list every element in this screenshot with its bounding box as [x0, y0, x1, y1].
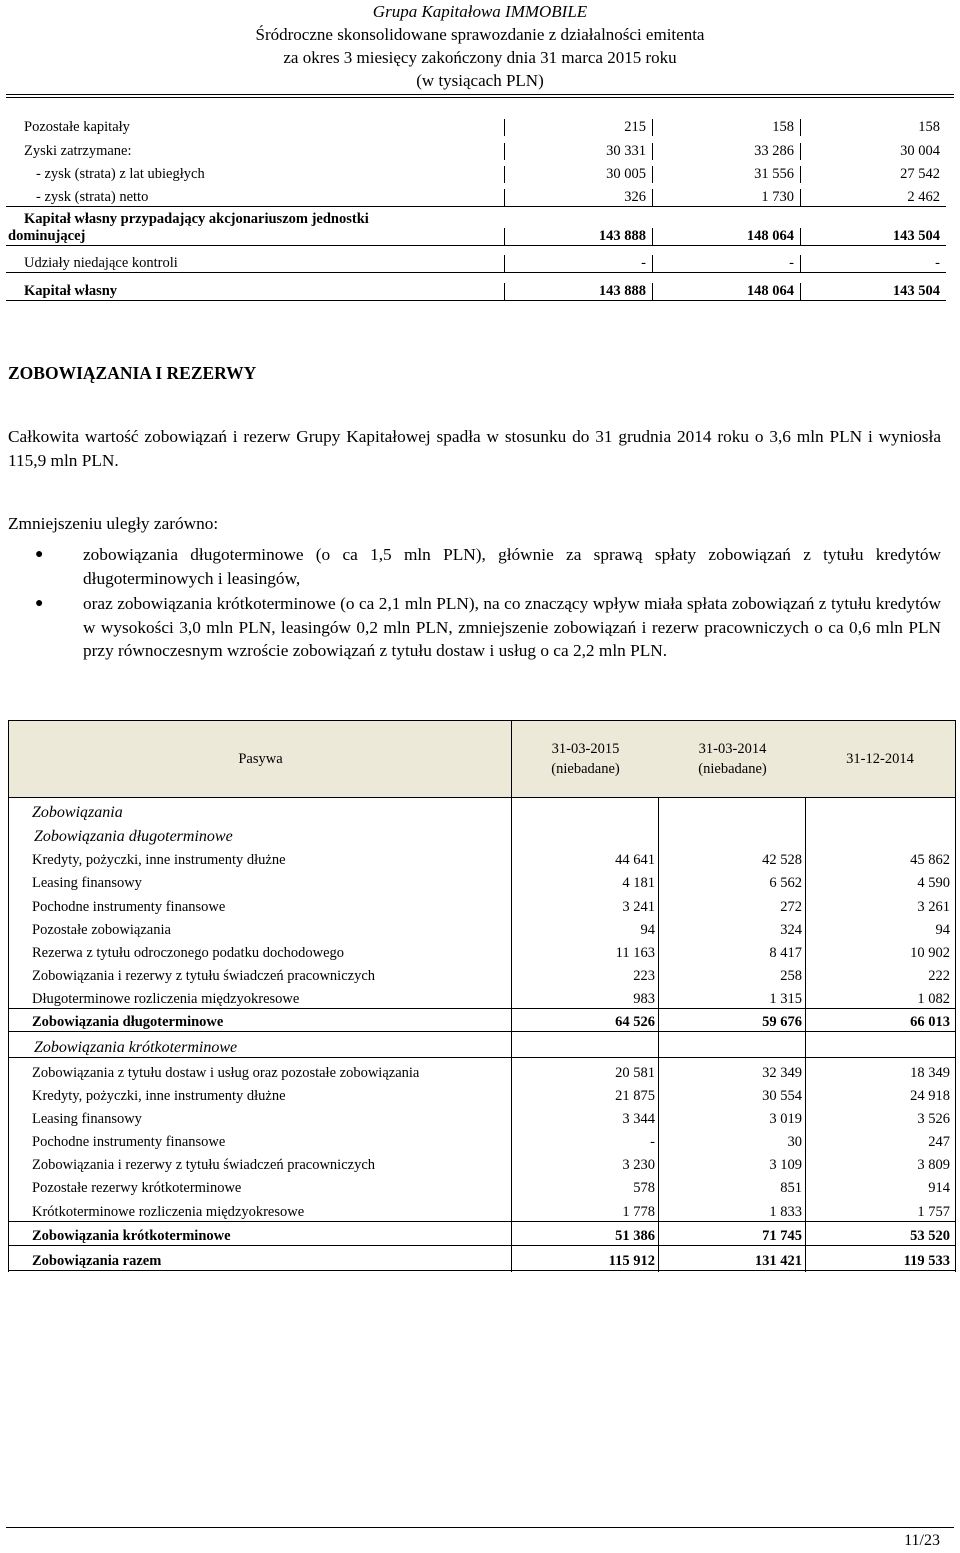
table-row	[6, 136, 946, 160]
cell-value: 51 386	[615, 1227, 655, 1244]
cell-value: 8 417	[769, 944, 802, 961]
cell-value: 30 005	[504, 166, 652, 183]
cell-value: -	[650, 1134, 655, 1151]
table-border	[8, 720, 9, 1272]
header-company: Grupa Kapitałowa IMMOBILE	[372, 2, 588, 21]
table-row	[8, 892, 956, 915]
cell-value: 53 520	[910, 1227, 950, 1244]
row-label: Kapitał własny	[24, 283, 118, 299]
cell-value: 983	[633, 991, 655, 1008]
table-row	[8, 1082, 956, 1105]
cell-value: 3 241	[622, 898, 655, 915]
bullet-item: zobowiązania długoterminowe (o ca 1,5 mln PLN), głównie za sprawą spłaty zobowiązań z tytułu kredytów długoterminowych i leasingów,	[83, 545, 941, 588]
cell-value: 914	[928, 1180, 950, 1197]
cell-value: 143 504	[800, 283, 946, 300]
cell-value: 4 181	[622, 875, 655, 892]
cell-value: 215	[504, 119, 652, 136]
cell-value: 4 590	[917, 875, 950, 892]
cell-value: 64 526	[615, 1014, 655, 1031]
table-border	[805, 798, 806, 1272]
cell-value: 272	[780, 898, 802, 915]
row-label: Zobowiązania z tytułu dostaw i usług oraz pozostałe zobowiązania	[32, 1064, 420, 1081]
cell-value: 3 230	[622, 1157, 655, 1174]
cell-value: 44 641	[615, 852, 655, 869]
cell-value: 3 344	[622, 1110, 655, 1127]
table-row	[8, 1246, 956, 1271]
row-label: - zysk (strata) netto	[36, 189, 149, 205]
table-border	[511, 720, 512, 1272]
paragraph: Całkowita wartość zobowiązań i rezerw Grupy Kapitałowej spadła w stosunku do 31 grudnia 2014 roku o 3,6 mln PLN i wyniosła 115,9 mln PLN.	[8, 427, 941, 470]
header-title: Śródroczne skonsolidowane sprawozdanie z działalności emitenta	[255, 25, 705, 44]
cell-value: 21 875	[615, 1087, 655, 1104]
row-label: Zobowiązania i rezerwy z tytułu świadczeń pracowniczych	[32, 968, 376, 985]
paragraph: Zmniejszeniu uległy zarówno:	[8, 514, 219, 533]
row-label: Rezerwa z tytułu odroczonego podatku dochodowego	[32, 944, 345, 961]
table-row	[8, 1058, 956, 1081]
row-label: Kredyty, pożyczki, inne instrumenty dłużne	[32, 852, 286, 869]
liabilities-table	[8, 720, 956, 1271]
cell-value: 33 286	[652, 143, 800, 160]
cell-value: 1 082	[917, 991, 950, 1008]
row-label-line2: dominującej	[8, 228, 86, 244]
cell-value: 10 902	[910, 944, 950, 961]
cell-value: 18 349	[910, 1064, 950, 1081]
table-row	[8, 916, 956, 939]
table-border	[955, 720, 956, 1272]
header-date: 31-03-2015	[551, 741, 620, 757]
cell-value: 143 888	[504, 283, 652, 300]
bullet-icon: ●	[35, 596, 44, 611]
cell-value: -	[504, 255, 652, 272]
table-row	[6, 246, 946, 273]
cell-value: 59 676	[762, 1014, 802, 1031]
cell-value: 32 349	[762, 1064, 802, 1081]
cell-value: 222	[928, 968, 950, 985]
table-row	[8, 798, 956, 822]
cell-value: 131 421	[754, 1252, 802, 1269]
header-pasywa: Pasywa	[238, 751, 283, 767]
table-row	[8, 1197, 956, 1220]
section-label: Zobowiązania	[32, 804, 123, 821]
cell-value: 158	[652, 119, 800, 136]
cell-value: 3 019	[769, 1110, 802, 1127]
row-label: Zobowiązania długoterminowe	[32, 1014, 224, 1031]
table-row	[6, 273, 946, 301]
cell-value: 31 556	[652, 166, 800, 183]
header-col-2015	[512, 739, 659, 779]
row-label: Pochodne instrumenty finansowe	[32, 898, 226, 915]
cell-value: 148 064	[652, 283, 800, 300]
cell-value: 258	[780, 968, 802, 985]
table-row	[6, 112, 946, 136]
header-date: 31-03-2014	[698, 741, 767, 757]
header-period: za okres 3 miesięcy zakończony dnia 31 marca 2015 roku	[283, 48, 677, 67]
table-row	[6, 183, 946, 207]
bullet-item: oraz zobowiązania krótkoterminowe (o ca 2,1 mln PLN), na co znaczący wpływ miała spłata zobowiązań z tytułu kredytów w wysokości 3,0 mln PLN, leasingów 0,2 mln PLN, zmniejszenie zobowiązań i rezerw pracowniczych o ca 0,6 mln PLN przy równoczesnym wzroście zobowiązań z tytułu dostaw i usług o ca 2,2 mln PLN.	[83, 594, 941, 661]
cell-value: 2 462	[800, 189, 946, 206]
table-row	[8, 822, 956, 846]
cell-value: 94	[640, 921, 655, 938]
cell-value: 27 542	[800, 166, 946, 183]
section-label: Zobowiązania długoterminowe	[34, 828, 233, 845]
row-label: Zobowiązania krótkoterminowe	[32, 1227, 231, 1244]
cell-value: 578	[633, 1180, 655, 1197]
row-label-line1: Kapitał własny przypadający akcjonariuszom jednostki	[24, 211, 369, 227]
table-row	[6, 207, 946, 246]
document-header	[0, 0, 960, 92]
cell-value: 1 730	[652, 189, 800, 206]
row-label: Zobowiązania i rezerwy z tytułu świadczeń pracowniczych	[32, 1157, 376, 1174]
cell-value: 42 528	[762, 852, 802, 869]
cell-value: 71 745	[762, 1227, 802, 1244]
table-row	[8, 1105, 956, 1128]
footer-divider	[6, 1527, 954, 1528]
table-row	[8, 1128, 956, 1151]
cell-value: 24 918	[910, 1087, 950, 1104]
row-label: Krótkoterminowe rozliczenia międzyokresowe	[32, 1203, 305, 1220]
row-label: Udziały niedające kontroli	[24, 255, 178, 271]
page-number: 11/23	[904, 1532, 940, 1549]
equity-table	[6, 112, 946, 301]
row-label: Pozostałe zobowiązania	[32, 921, 171, 938]
cell-value: 143 504	[800, 228, 946, 245]
header-note: (niebadane)	[551, 761, 620, 777]
header-col-dec-2014: 31-12-2014	[846, 751, 914, 767]
cell-value: 3 526	[917, 1110, 950, 1127]
table-row	[8, 869, 956, 892]
section-label: Zobowiązania krótkoterminowe	[34, 1039, 238, 1057]
row-label: Zobowiązania razem	[32, 1252, 162, 1269]
header-divider-thin	[6, 97, 954, 98]
row-label: Pozostałe kapitały	[24, 119, 130, 135]
cell-value: 1 315	[769, 991, 802, 1008]
cell-value: 119 533	[903, 1252, 950, 1269]
table-row	[8, 846, 956, 869]
cell-value: 1 778	[622, 1203, 655, 1220]
cell-value: 851	[780, 1180, 802, 1197]
header-note: (niebadane)	[698, 761, 767, 777]
row-label: Pozostałe rezerwy krótkoterminowe	[32, 1180, 242, 1197]
table-row	[8, 1008, 956, 1032]
cell-value: 94	[935, 921, 950, 938]
bullet-icon: ●	[35, 547, 44, 562]
cell-value: 3 261	[917, 898, 950, 915]
table-border	[658, 798, 659, 1272]
cell-value: 115 912	[608, 1252, 655, 1269]
table-row	[8, 962, 956, 985]
cell-value: 20 581	[615, 1064, 655, 1081]
cell-value: 30 554	[762, 1087, 802, 1104]
header-col-2014	[659, 739, 806, 779]
cell-value: 148 064	[652, 228, 800, 245]
cell-value: 3 109	[769, 1157, 802, 1174]
row-label: Leasing finansowy	[32, 1110, 142, 1127]
row-label: - zysk (strata) z lat ubiegłych	[36, 166, 205, 182]
cell-value: 158	[800, 119, 946, 136]
cell-value: -	[800, 255, 946, 272]
cell-value: 326	[504, 189, 652, 206]
table-row	[8, 1174, 956, 1197]
cell-value: 1 833	[769, 1203, 802, 1220]
header-unit: (w tysiącach PLN)	[416, 71, 544, 90]
table-header	[8, 720, 956, 798]
cell-value: 247	[928, 1134, 950, 1151]
table-row	[8, 939, 956, 962]
row-label	[6, 211, 504, 245]
cell-value: 324	[780, 921, 802, 938]
header-divider	[6, 94, 954, 95]
cell-value: 45 862	[910, 852, 950, 869]
cell-value: 3 809	[917, 1157, 950, 1174]
table-row	[8, 985, 956, 1008]
row-label: Leasing finansowy	[32, 875, 142, 892]
cell-value: 6 562	[769, 875, 802, 892]
cell-value: 1 757	[917, 1203, 950, 1220]
section-title: ZOBOWIĄZANIA I REZERWY	[8, 363, 257, 383]
cell-value: 143 888	[504, 228, 652, 245]
cell-value: 66 013	[910, 1014, 950, 1031]
row-label: Zyski zatrzymane:	[24, 143, 132, 159]
row-label: Długoterminowe rozliczenia międzyokresowe	[32, 991, 300, 1008]
cell-value: 30 331	[504, 143, 652, 160]
table-row	[8, 1032, 956, 1058]
table-row	[6, 160, 946, 183]
cell-value: 30 004	[800, 143, 946, 160]
cell-value: 11 163	[615, 944, 655, 961]
table-row	[8, 1151, 956, 1174]
cell-value: 223	[633, 968, 655, 985]
row-label: Kredyty, pożyczki, inne instrumenty dłużne	[32, 1087, 286, 1104]
table-row	[8, 1221, 956, 1246]
row-label: Pochodne instrumenty finansowe	[32, 1134, 226, 1151]
cell-value: -	[652, 255, 800, 272]
cell-value: 30	[787, 1134, 802, 1151]
